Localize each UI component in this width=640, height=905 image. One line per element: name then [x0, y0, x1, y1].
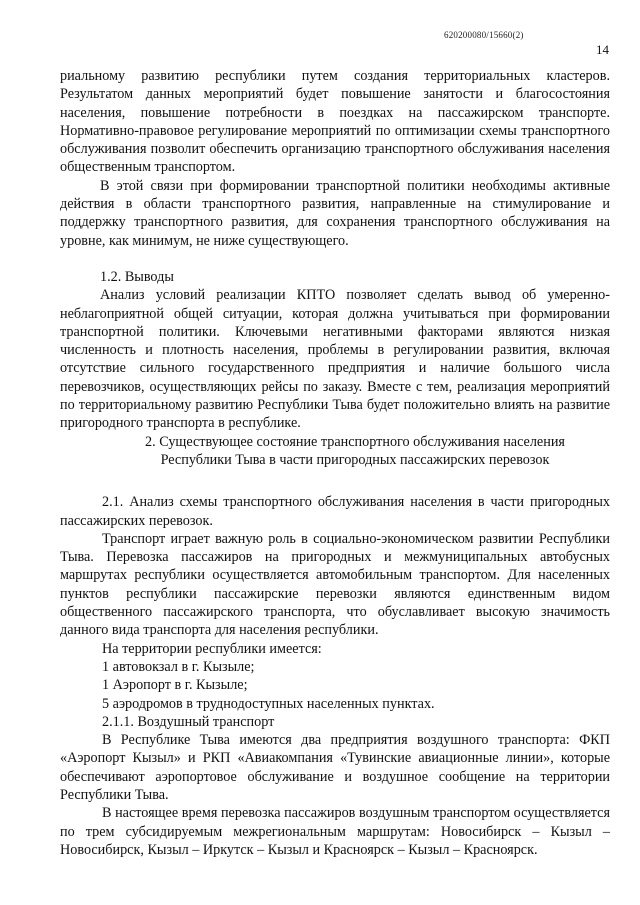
paragraph-transport-policy: В этой связи при формировании транспортной политики необходимы активные действия в области транспортного развития, направленные на стимулирование и поддержку транспортного развития, для сохранения транспортного обслуживания на уровне, как минимум, не ниже существующего. — [60, 177, 610, 249]
page-number: 14 — [596, 42, 609, 57]
subheading-conclusions: 1.2. Выводы — [100, 268, 174, 285]
document-body — [60, 67, 610, 859]
list-item-airfields: 5 аэродромов в труднодоступных населенных пунктах. — [102, 695, 435, 712]
list-item-airport: 1 Аэропорт в г. Кызыле; — [102, 677, 248, 694]
paragraph-air-routes: В настоящее время перевозка пассажиров воздушным транспортом осуществляется по трем субсидируемым межрегиональным маршрутам: Новосибирск – Кызыл – Новосибирск, Кызыл – Иркутск – Кызыл и Красноярск – Кызыл – Красноярск. — [60, 805, 610, 858]
paragraph-transport-role: Транспорт играет важную роль в социально-экономическом развитии Республики Тыва. Перевозка пассажиров на пригородных и межмуниципальных автобусных маршрутах республики осуществляется автомобильным транспортом. Для населенных пунктов республики пассажирские перевозки являются единственным видом общественного пассажирского транспорта, что обуславливает высокую значимость данного вида транспорта для населения республики. — [60, 530, 610, 639]
paragraph-conclusions: Анализ условий реализации КПТО позволяет сделать вывод об умеренно-неблагоприятной общей ситуации, которая должна учитываться при формировании транспортной политики. Ключевыми негативными факторами являются низкая численность и плотность населения, проблемы в регулировании развития, включая отсутствие сильного государственного предприятия и наличие большого числа перевозчиков, осуществляющих рейсы по заказу. Вместе с тем, реализация мероприятий по территориальному развитию Республики Тыва будет положительно влиять на развитие пригородного транспорта в республике. — [60, 287, 610, 432]
paragraph-air-enterprises: В Республике Тыва имеются два предприятия воздушного транспорта: ФКП «Аэропорт Кызыл» и РКП «Авиакомпания «Тувинские авиационные линии», которые обеспечивают аэропортовое обслуживание и воздушное сообщение на территории Республики Тыва. — [60, 732, 610, 803]
paragraph-territorial-development: риальному развитию республики путем создания территориальных кластеров. Результатом данных мероприятий будет повышение занятости и благосостояния населения, повышение потребности в поездках на пассажирском транспорте. Нормативно-правовое регулирование мероприятий по оптимизации схемы транспортного обслуживания позволит обеспечить организацию транспортного обслуживания населения общественным транспортом. — [60, 68, 610, 176]
list-item-bus-station: 1 автовокзал в г. Кызыле; — [102, 658, 255, 675]
paragraph-territory-has: На территории республики имеется: — [102, 640, 322, 657]
document-code: 620200080/15660(2) — [444, 30, 524, 40]
subheading-air-transport: 2.1.1. Воздушный транспорт — [102, 713, 275, 730]
section-heading-line-1: 2. Существующее состояние транспортного обслуживания населения — [145, 433, 565, 450]
paragraph-analysis-scheme: 2.1. Анализ схемы транспортного обслуживания населения в части пригородных пассажирских перевозок. — [60, 494, 610, 529]
section-heading-line-2: Республики Тыва в части пригородных пассажирских перевозок — [160, 451, 550, 468]
